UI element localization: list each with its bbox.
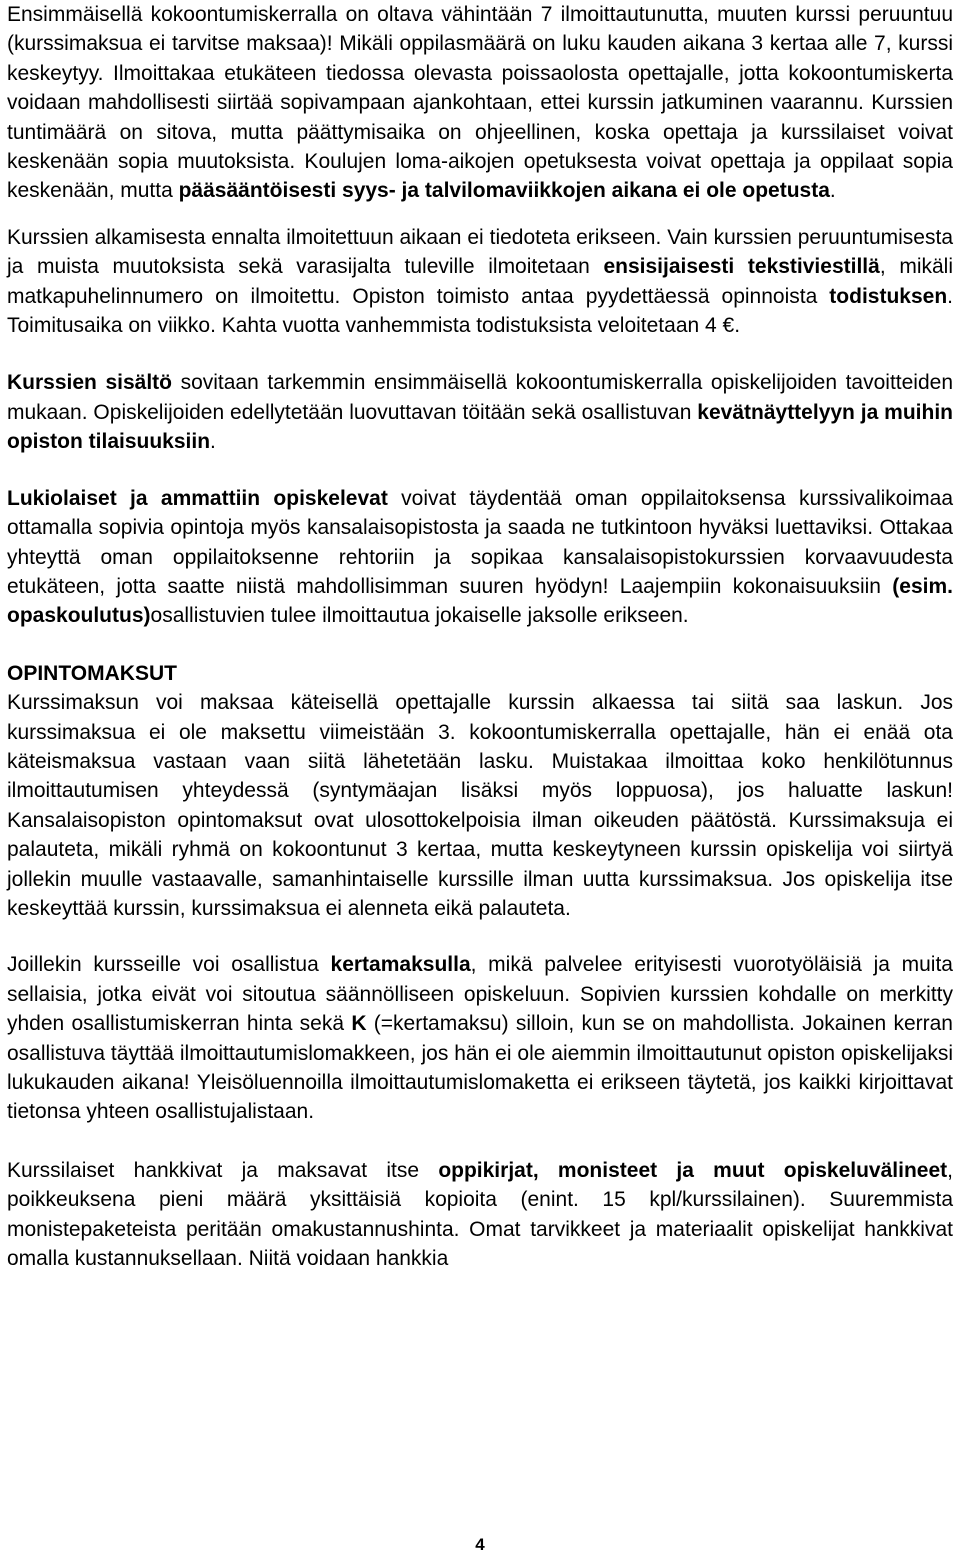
paragraph-course-fees <box>7 659 953 924</box>
text-run: Kurssimaksun voi maksaa käteisellä opettajalle kurssin alkaessa tai siitä saa laskun. Jos kurssimaksua ei ole maksettu viimeistään 3. kokoontumiskerralla opettajalle, hän ei enää ota käteismaksua vastaan vaan siitä lähetetään lasku. Muistakaa ilmoittaa koko henkilötunnus ilmoittautumisen yhteydessä (syntymäajan lisäksi myös loppuosa), jos haluatte laskun! Kansalaisopiston opintomaksut ovat ulosottokelpoisia ilman oikeuden päätöstä. Kurssimaksuja ei palauteta, mikäli ryhmä on kokoontunut 3 kertaa, mutta keskeytyneen kurssin opiskelija voi siirtyä jollekin muulle vastaavalle, samanhintaiselle kurssille ilman uutta kurssimaksua. Jos opiskelija itse keskeyttää kurssin, kurssimaksua ei alenneta eikä palauteta. <box>7 691 953 920</box>
bold-text: K <box>351 1012 367 1036</box>
bold-text: ensisijaisesti tekstiviestillä <box>603 255 880 279</box>
text-run: , poikkeuksena pieni määrä yksittäisiä kopioita (enint. 15 kpl/kurssilainen). Suuremmista monistepaketeista peritään omakustannushinta. Omat tarvikkeet ja materiaalit opiskelijat hankkivat omalla kustannuksellaan. Niitä voidaan hankkia <box>7 1158 953 1271</box>
bold-text: Kurssien sisältö <box>7 371 172 395</box>
text-run: , mikäli matkapuhelinnumero on ilmoitettu. Opiston toimisto antaa pyydettäessä opinnoista <box>7 255 953 308</box>
bold-text: kertamaksulla <box>330 953 471 977</box>
section-heading: OPINTOMAKSUT <box>7 661 177 685</box>
document-body <box>7 0 953 1273</box>
text-run: . <box>829 179 836 203</box>
bold-text: (esim. opaskoulutus) <box>7 574 953 628</box>
text-run: Kurssilaiset hankkivat ja maksavat itse <box>7 1158 439 1182</box>
text-run: . Toimitusaika on viikko. Kahta vuotta vanhemmista todistuksista veloitetaan 4 €. <box>7 284 953 338</box>
text-run: Joillekin kursseille voi osallistua <box>7 953 331 977</box>
bold-text: oppikirjat, monisteet ja muut opiskeluvälineet <box>438 1158 948 1182</box>
paragraph-attendance-rules <box>7 0 953 206</box>
text-run: , mikä palvelee erityisesti vuorotyöläisiä ja muita sellaisia, jotka eivät voi sitoutua säännölliseen opiskeluun. Sopivien kurssien kohdalle on merkitty yhden osallistumiskerran hinta sekä <box>7 953 953 1036</box>
paragraph-course-content <box>7 368 953 456</box>
text-run: voivat täydentää oman oppilaitoksensa kurssivalikoimaa ottamalla sopivia opintoja myös kansalaisopistosta ja saada ne tutkintoon hyväksi luettaviksi. Ottakaa yhteyttä oman oppilaitoksenne rehtoriin ja sopikaa kansalaisopistokurssien korvaavuudesta etukäteen, jotta saatte niistä mahdollisimman suuren hyödyn! Laajempiin kokonaisuuksiin <box>7 486 953 598</box>
paragraph-course-materials <box>7 1156 953 1274</box>
text-run: osallistuvien tulee ilmoittautua jokaiselle jaksolle erikseen. <box>150 604 689 628</box>
bold-text: pääsääntöisesti syys- ja talvilomaviikkojen aikana ei ole opetusta <box>178 179 830 203</box>
paragraph-single-session-fee <box>7 950 953 1126</box>
text-run: sovitaan tarkemmin ensimmäisellä kokoontumiskerralla opiskelijoiden tavoitteiden mukaan. Opiskelijoiden edellytetään luovuttavan töitään sekä osallistuvan <box>7 371 953 424</box>
bold-text: Lukiolaiset ja ammattiin opiskelevat <box>7 486 388 510</box>
bold-text: kevätnäyttelyyn ja muihin opiston tilaisuuksiin <box>7 400 953 454</box>
bold-text: todistuksen <box>829 284 948 308</box>
text-run: Kurssien alkamisesta ennalta ilmoitettuun aikaan ei tiedoteta erikseen. Vain kurssien peruuntumisesta ja muista muutoksista sekä varasijalta tuleville ilmoitetaan <box>7 225 953 279</box>
paragraph-students <box>7 484 953 631</box>
paragraph-course-notifications <box>7 223 953 341</box>
page-number: 4 <box>475 1535 485 1554</box>
text-run: (=kertamaksu) silloin, kun se on mahdollista. Jokainen kerran osallistuva täyttää ilmoittautumislomakkeen, jos hän ei ole aiemmin ilmoittautunut opiston opiskelijaksi lukukauden aikana! Yleisöluennoilla ilmoittautumislomaketta ei erikseen täytetä, jos kaikki kirjoittavat tietonsa yhteen osallistujalistaan. <box>7 1012 953 1124</box>
text-run: Ensimmäisellä kokoontumiskerralla on oltava vähintään 7 ilmoittautunutta, muuten kurssi peruuntuu (kurssimaksua ei tarvitse maksaa)! Mikäli oppilasmäärä on luku kauden aikana 3 kertaa alle 7, kurssi keskeytyy. Ilmoittakaa etukäteen tiedossa olevasta poissaolosta opettajalle, jotta kokoontumiskerta voidaan mahdollisesti siirtää sopivampaan ajankohtaan, ettei kurssin jatkuminen vaarannu. Kurssien tuntimäärä on sitova, mutta päättymisaika on ohjeellinen, koska opettaja ja kurssilaiset voivat keskenään sopia muutoksista. Koulujen loma-aikojen opetuksesta voivat opettaja ja oppilaat sopia keskenään, mutta <box>7 3 953 203</box>
text-run: . <box>210 430 216 454</box>
